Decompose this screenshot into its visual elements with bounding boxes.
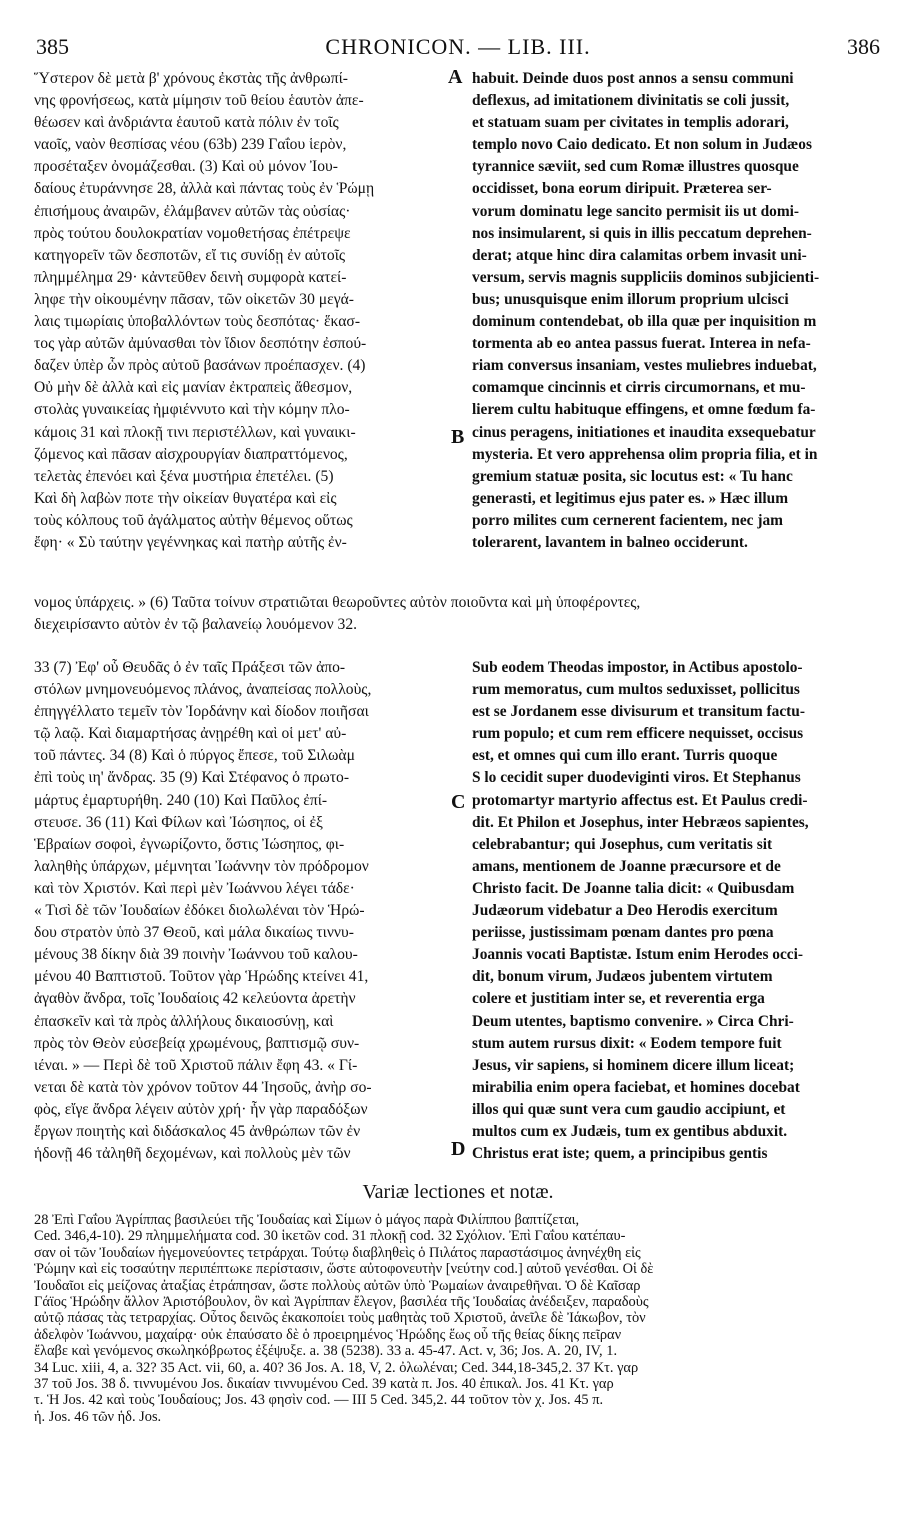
- greek-text-line: ἐπηγγέλλατο τεμεῖν τὸν Ἰορδάνην καὶ δίοδον ποιῆσαι: [34, 703, 369, 721]
- greek-text-line: Ὕστερον δὲ μετὰ β' χρόνους ἐκστὰς τῆς ἀνθρωπί-: [34, 70, 348, 87]
- greek-text-line: τελετὰς ἐπενόει καὶ ξένα μυστήρια ἐπετέλει. (5): [34, 467, 334, 485]
- latin-text-line: est, et omnes qui cum illo erant. Turris quoque: [472, 747, 778, 765]
- greek-text-line: νομος ὑπάρχεις. » (6) Ταῦτα τοίνυν στρατιῶται θεωροῦντες αὐτὸν ποιοῦντα καὶ μὴ ὑποφέροντες,: [34, 594, 641, 611]
- latin-text-line: Judæorum videbatur a Deo Herodis exercitum: [472, 902, 778, 920]
- greek-text-line: διεχειρίσαντο αὐτὸν ἐν τῷ βαλανείῳ λουόμενον 32.: [34, 616, 358, 634]
- latin-text-line: celebrabantur; qui Josephus, cum veritatis sit: [472, 835, 773, 853]
- page-number-left: 385: [36, 34, 69, 59]
- greek-column-bottom: [34, 657, 454, 1165]
- note-line: ἀδελφὸν Ἰωάννου, μαχαίρᾳ· οὐκ ἐπαύσατο δὲ ὁ προειρημένος Ἡρώδης ἕως οὗ τῆς θείας δίκης πεῖραν: [34, 1326, 622, 1343]
- running-header: [36, 34, 880, 60]
- greek-text-line: ληφε τὴν οἰκουμένην πᾶσαν, τῶν οἰκετῶν 30 μεγά-: [34, 290, 354, 308]
- full-width-greek-lines: [34, 592, 884, 636]
- greek-text-line: ἀγαθὸν ἄνδρα, τοῖς Ἰουδαίοις 42 κελεύοντα ἀρετὴν: [34, 990, 356, 1008]
- greek-text-line: προσέταξεν ὀνομάζεσθαι. (3) Καὶ οὐ μόνον Ἰου-: [34, 158, 338, 176]
- latin-text-line: deflexus, ad imitationem divinitatis se coli jussit,: [472, 92, 790, 110]
- latin-text-line: porro milites cum cernerent facientem, nec jam: [472, 511, 783, 529]
- margin-mark-c: C: [451, 791, 466, 813]
- note-line: ἔλαβε καὶ γενόμενος σκωληκόβρωτος ἐξέψυξε. a. 38 (5238). 33 a. 45-47. Act. v, 36; Jos. A. 20, IV, 1.: [34, 1343, 618, 1360]
- latin-text-line: gremium statuæ posita, sic locutus est: « Tu hanc: [472, 467, 793, 485]
- note-line: Γάϊος Ἡρώδην ἄλλον Ἀριστόβουλον, ὃν καὶ Ἀγρίππαν ἔλεγον, βασιλέα τῆς Ἰουδαίας ἀνέδειξεν, παραδοὺς: [34, 1294, 649, 1311]
- greek-text-line: νης φρονήσεως, κατὰ μίμησιν τοῦ θείου ἑαυτὸν ἀπε-: [34, 92, 364, 110]
- greek-text-line: δαίους ἐτυράννησε 28, ἀλλὰ καὶ πάντας τοὺς ἐν Ῥώμῃ: [34, 180, 375, 198]
- note-line: 37 τοῦ Jos. 38 δ. τιννυμένου Jos. δικαίαν τιννυμένου Ced. 39 κατὰ π. Jos. 40 ἐπικαλ. Jos. 41 Κτ. γαρ: [34, 1376, 614, 1393]
- note-line: Ced. 346,4-10). 29 πλημμελήματα cod. 30 ἱκετῶν cod. 31 πλοκῇ cod. 32 Σχόλιον. Ἐπὶ Γαΐου κατέπαυ-: [34, 1228, 626, 1245]
- greek-text-line: δαζεν ὑπὲρ ὧν πρὸς αὐτοῦ βασάνων προέπασχεν. (4): [34, 357, 366, 375]
- latin-text-line: riam conversus insaniam, vestes muliebres induebat,: [472, 357, 817, 375]
- latin-text-line: Deum utentes, baptismo convenire. » Circa Chri-: [472, 1012, 794, 1030]
- latin-text-line: bus; unusquisque enim illorum proprium ulcisci: [472, 290, 789, 308]
- latin-text-line: habuit. Deinde duos post annos a sensu communi: [472, 70, 794, 87]
- latin-text-line: tormenta ab eo antea passus fuerat. Interea in nefa-: [472, 335, 811, 353]
- latin-text-line: S lo cecidit super duodeviginti viros. Et Stephanus: [472, 769, 801, 787]
- greek-text-line: 33 (7) Ἐφ' οὗ Θευδᾶς ὁ ἐν ταῖς Πράξεσι τῶν ἀπο-: [34, 659, 346, 676]
- greek-text-line: λαληθὴς ὑπάρχων, μέμνηται Ἰωάννην τὸν πρόδρομον: [34, 857, 369, 875]
- note-line: 28 Ἐπὶ Γαΐου Ἀγρίππας βασιλεύει τῆς Ἰουδαίας καὶ Σίμων ὁ μάγος παρὰ Φιλίππου βαπτίζεται,: [34, 1212, 580, 1228]
- latin-text-line: derat; atque hinc dira calamitas orbem invasit uni-: [472, 246, 807, 264]
- greek-text-line: ἔφη· « Σὺ ταύτην γεγέννηκας καὶ πατὴρ αὐτῆς ἐν-: [34, 533, 347, 551]
- latin-text-line: lierem cultu habituque effingens, et omne fœdum fa-: [472, 401, 816, 419]
- variant-readings-notes: [34, 1212, 886, 1425]
- margin-mark-b: B: [451, 426, 465, 448]
- latin-text-line: occidisset, bona eorum diripuit. Præterea ser-: [472, 180, 772, 198]
- latin-text-line: mysteria. Et vero apprehensa olim propria filia, et in: [472, 445, 818, 463]
- greek-text-line: νεται δὲ κατὰ τὸν χρόνον τοῦτον 44 Ἰησοῦς, ἀνὴρ σο-: [34, 1078, 372, 1096]
- greek-text-line: ιέναι. » — Περὶ δὲ τοῦ Χριστοῦ πάλιν ἔφη 43. « Γί-: [34, 1056, 358, 1074]
- greek-text-line: ἐπὶ τοὺς ιη' ἄνδρας. 35 (9) Καὶ Στέφανος ὁ πρωτο-: [34, 769, 350, 787]
- note-line: ἡ. Jos. 46 τῶν ἡδ. Jos.: [34, 1408, 162, 1425]
- latin-text-line: templo novo Caio dedicato. Et non solum in Judæos: [472, 136, 812, 154]
- latin-text-line: multos cum ex Judæis, tum ex gentibus abduxit.: [472, 1122, 788, 1140]
- latin-text-line: mirabilia enim opera faciebat, et homines docebat: [472, 1078, 800, 1096]
- greek-text-line: στολὰς γυναικείας ἠμφιέννυτο καὶ τὴν κόμην πλο-: [34, 401, 350, 419]
- margin-mark-a: A: [448, 66, 463, 88]
- latin-text-line: Christus erat iste; quem, a principibus gentis: [472, 1145, 768, 1163]
- latin-column-top: [472, 68, 884, 554]
- note-line: αὐτῷ πάσας τὰς τετραρχίας. Οὗτος δεινῶς ἐκακοποίει τοὺς μαθητὰς τοῦ Χριστοῦ, ἀνεῖλε δὲ Ἰάκωβον, τὸν: [34, 1310, 646, 1327]
- notes-heading: Variæ lectiones et notæ.: [362, 1181, 554, 1203]
- note-line: Ῥώμην καὶ εἰς τοσαύτην περιπέπτωκε περίστασιν, ὥστε αὐτοφονευτὴν [νεύτην cod.] αὐτοῦ γενέσθαι. Οἱ δὲ: [34, 1261, 654, 1278]
- greek-text-line: κάμοις 31 καὶ πλοκῇ τινι περιστέλλων, καὶ γυναικι-: [34, 423, 356, 441]
- greek-text-line: μάρτυς ἐμαρτυρήθη. 240 (10) Καὶ Παῦλος ἐπί-: [34, 791, 328, 809]
- latin-text-line: tyrannice sæviit, sed cum Romæ illustres quosque: [472, 158, 799, 176]
- greek-column-top: [34, 68, 454, 554]
- greek-text-line: τοὺς κόλπους τοῦ ἀγάλματος αὐτὴν θέμενος οὕτως: [34, 511, 353, 529]
- latin-text-line: et statuam suam per civitates in templis adorari,: [472, 114, 789, 132]
- latin-text-line: amans, mentionem de Joanne præcursore et de: [472, 857, 781, 875]
- latin-text-line: comamque cincinnis et cirris circumornans, et mu-: [472, 379, 806, 397]
- latin-text-line: dit, bonum virum, Judæos jubentem virtutem: [472, 968, 773, 986]
- latin-text-line: protomartyr martyrio affectus est. Et Paulus credi-: [472, 791, 808, 809]
- greek-text-line: Οὐ μὴν δὲ ἀλλὰ καὶ εἰς μανίαν ἐκτραπεὶς ἄθεσμον,: [34, 379, 353, 397]
- greek-text-line: ἐπασκεῖν καὶ τὰ πρὸς ἀλλήλους δικαιοσύνῃ, καὶ: [34, 1012, 334, 1030]
- greek-text-line: καὶ τὸν Χριστόν. Καὶ περὶ μὲν Ἰωάννου λέγει τάδε·: [34, 879, 355, 897]
- latin-text-line: vorum dominatu lege sancito permisit iis ut domi-: [472, 202, 800, 220]
- latin-text-line: generasti, et legitimus ejus pater es. » Hæc illum: [472, 489, 789, 507]
- note-line: Ἰουδαῖοι εἰς μείζονας ἀταξίας ἐτράπησαν, ὥστε πολλοὺς αὐτῶν ὑπὸ Ῥωμαίων ἀναιρεθῆναι. Ὁ δὲ Καῖσαρ: [34, 1277, 641, 1294]
- latin-column-bottom: [472, 657, 884, 1165]
- greek-text-line: φὸς, εἴγε ἄνδρα λέγειν αὐτὸν χρή· ἦν γὰρ παραδόξων: [34, 1100, 368, 1118]
- latin-text-line: est se Jordanem esse divisurum et transitum factu-: [472, 703, 805, 721]
- greek-text-line: στόλων μνημονευόμενος πλάνος, ἀναπείσας πολλοὺς,: [34, 681, 372, 699]
- greek-text-line: στευσε. 36 (11) Καὶ Φίλων καὶ Ἰώσηπος, οἱ ἐξ: [34, 813, 323, 831]
- latin-text-line: stum autem rursus dixit: « Eodem tempore fuit: [472, 1034, 782, 1052]
- note-line: σαν οἱ τῶν Ἰουδαίων ἡγεμονεύοντες τετράρχαι. Τούτῳ διαβληθεὶς ὁ Πιλάτος παραστάσιμος ἀνηνέχθη εἰς: [34, 1244, 641, 1261]
- latin-text-line: versum, servis magnis suppliciis dominos subjicienti-: [472, 268, 820, 286]
- greek-text-line: τος γὰρ αὐτῶν ἀμύνασθαι τὸν ἴδιον δεσπότην ἐσπού-: [34, 335, 367, 353]
- greek-text-line: Ἑβραίων σοφοὶ, ἐγνωρίζοντο, ὅστις Ἰώσηπος, φι-: [34, 835, 345, 853]
- greek-text-line: « Τισὶ δὲ τῶν Ἰουδαίων ἐδόκει διολωλέναι τὸν Ἡρώ-: [34, 902, 365, 920]
- greek-text-line: Καὶ δὴ λαβὼν ποτε τὴν οἰκείαν θυγατέρα καὶ εἰς: [34, 489, 337, 507]
- greek-text-line: πλημμέλημα 29· κἀντεῦθεν δεινὴ συμφορὰ κατεί-: [34, 268, 347, 286]
- greek-text-line: θέωσεν καὶ ἀνδριάντα ἑαυτοῦ κατὰ πόλιν ἐν τοῖς: [34, 114, 339, 132]
- greek-text-line: ζόμενος καὶ πᾶσαν αἰσχρουργίαν διαπραττόμενος,: [34, 445, 348, 463]
- page-number-right: 386: [847, 34, 880, 59]
- latin-text-line: rum memoratus, cum multos seduxisset, pollicitus: [472, 681, 800, 699]
- greek-text-line: ἡδονῇ 46 τἀληθῆ δεχομένων, καὶ πολλοὺς μὲν τῶν: [34, 1145, 351, 1163]
- greek-text-line: τοῦ πάντες. 34 (8) Καὶ ὁ πύργος ἔπεσε, τοῦ Σιλωὰμ: [34, 747, 355, 765]
- greek-text-line: μένου 40 Βαπτιστοῦ. Τοῦτον γὰρ Ἡρώδης κτείνει 41,: [34, 968, 369, 986]
- latin-text-line: dominum contendebat, ob illa quæ per inquisition m: [472, 313, 817, 331]
- greek-text-line: ναοῖς, ναὸν θεσπίσας νέου (63b) 239 Γαΐου ἱερὸν,: [34, 136, 347, 154]
- latin-text-line: Jesus, vir sapiens, si hominem dicere illum liceat;: [472, 1056, 795, 1074]
- greek-text-line: ἐπισήμους ἀναιρῶν, ἐλάμβανεν αὐτῶν τὰς οὐσίας·: [34, 202, 351, 220]
- latin-text-line: Christo facit. De Joanne talia dicit: « Quibusdam: [472, 879, 795, 897]
- note-line: τ. Ἡ Jos. 42 καὶ τοὺς Ἰουδαίους; Jos. 43 φησὶν cod. — III 5 Ced. 345,2. 44 τοῦτον τὸν χ. Jos. 45 π.: [34, 1392, 604, 1409]
- latin-text-line: cinus peragens, initiationes et inaudita exsequebatur: [472, 423, 816, 441]
- greek-text-line: πρὸς τούτου δουλοκρατίαν νομοθετήσας ἐπέτρεψε: [34, 224, 351, 242]
- margin-mark-d: D: [451, 1138, 466, 1160]
- greek-text-line: δου στρατὸν ὑπὸ 37 Θεοῦ, καὶ μάλα δικαίως τιννυ-: [34, 924, 354, 942]
- latin-text-line: Sub eodem Theodas impostor, in Actibus apostolo-: [472, 659, 803, 676]
- running-title: CHRONICON. — LIB. III.: [325, 34, 591, 59]
- latin-text-line: dit. Et Philon et Josephus, inter Hebræos sapientes,: [472, 813, 809, 831]
- greek-text-line: μένους 38 δίκην διὰ 39 ποινὴν Ἰωάννου τοῦ καλου-: [34, 946, 358, 964]
- latin-text-line: colere et justitiam inter se, et reverentia erga: [472, 990, 765, 1008]
- greek-text-line: ἔργων ποιητὴς καὶ διδάσκαλος 45 ἀνθρώπων τῶν ἐν: [34, 1122, 361, 1140]
- latin-text-line: Joannis vocati Baptistæ. Istum enim Herodes occi-: [472, 946, 804, 964]
- latin-text-line: rum populo; et cum rem efficere nequisset, occisus: [472, 725, 804, 743]
- note-line: 34 Luc. xiii, 4, a. 32? 35 Act. vii, 60, a. 40? 36 Jos. A. 18, V, 2. ὀλωλέναι; Ced. 344,18-345,2. 37 Κτ. γαρ: [34, 1359, 639, 1376]
- latin-text-line: periisse, justissimam pœnam dantes pro pœna: [472, 924, 774, 942]
- latin-text-line: illos qui quæ sunt vera cum gaudio accipiunt, et: [472, 1100, 786, 1118]
- latin-text-line: nos insimularent, si quis in illis peccatum deprehen-: [472, 224, 812, 242]
- greek-text-line: λαις τιμωρίαις ὑποβαλλόντων τοὺς δεσπότας· ἕκασ-: [34, 313, 361, 331]
- latin-text-line: tolerarent, lavantem in balneo occiderunt.: [472, 533, 748, 551]
- greek-text-line: πρὸς τὸν Θεὸν εὐσεβείᾳ χρωμένους, βαπτισμῷ συν-: [34, 1034, 360, 1052]
- greek-text-line: κατηγορεῖν τῶν δεσποτῶν, εἴ τις συνίδῃ ἐν αὐτοῖς: [34, 246, 346, 264]
- greek-text-line: τῷ λαῷ. Καὶ διαμαρτήσας ἀνῃρέθη καὶ οἱ μετ' αὐ-: [34, 725, 347, 743]
